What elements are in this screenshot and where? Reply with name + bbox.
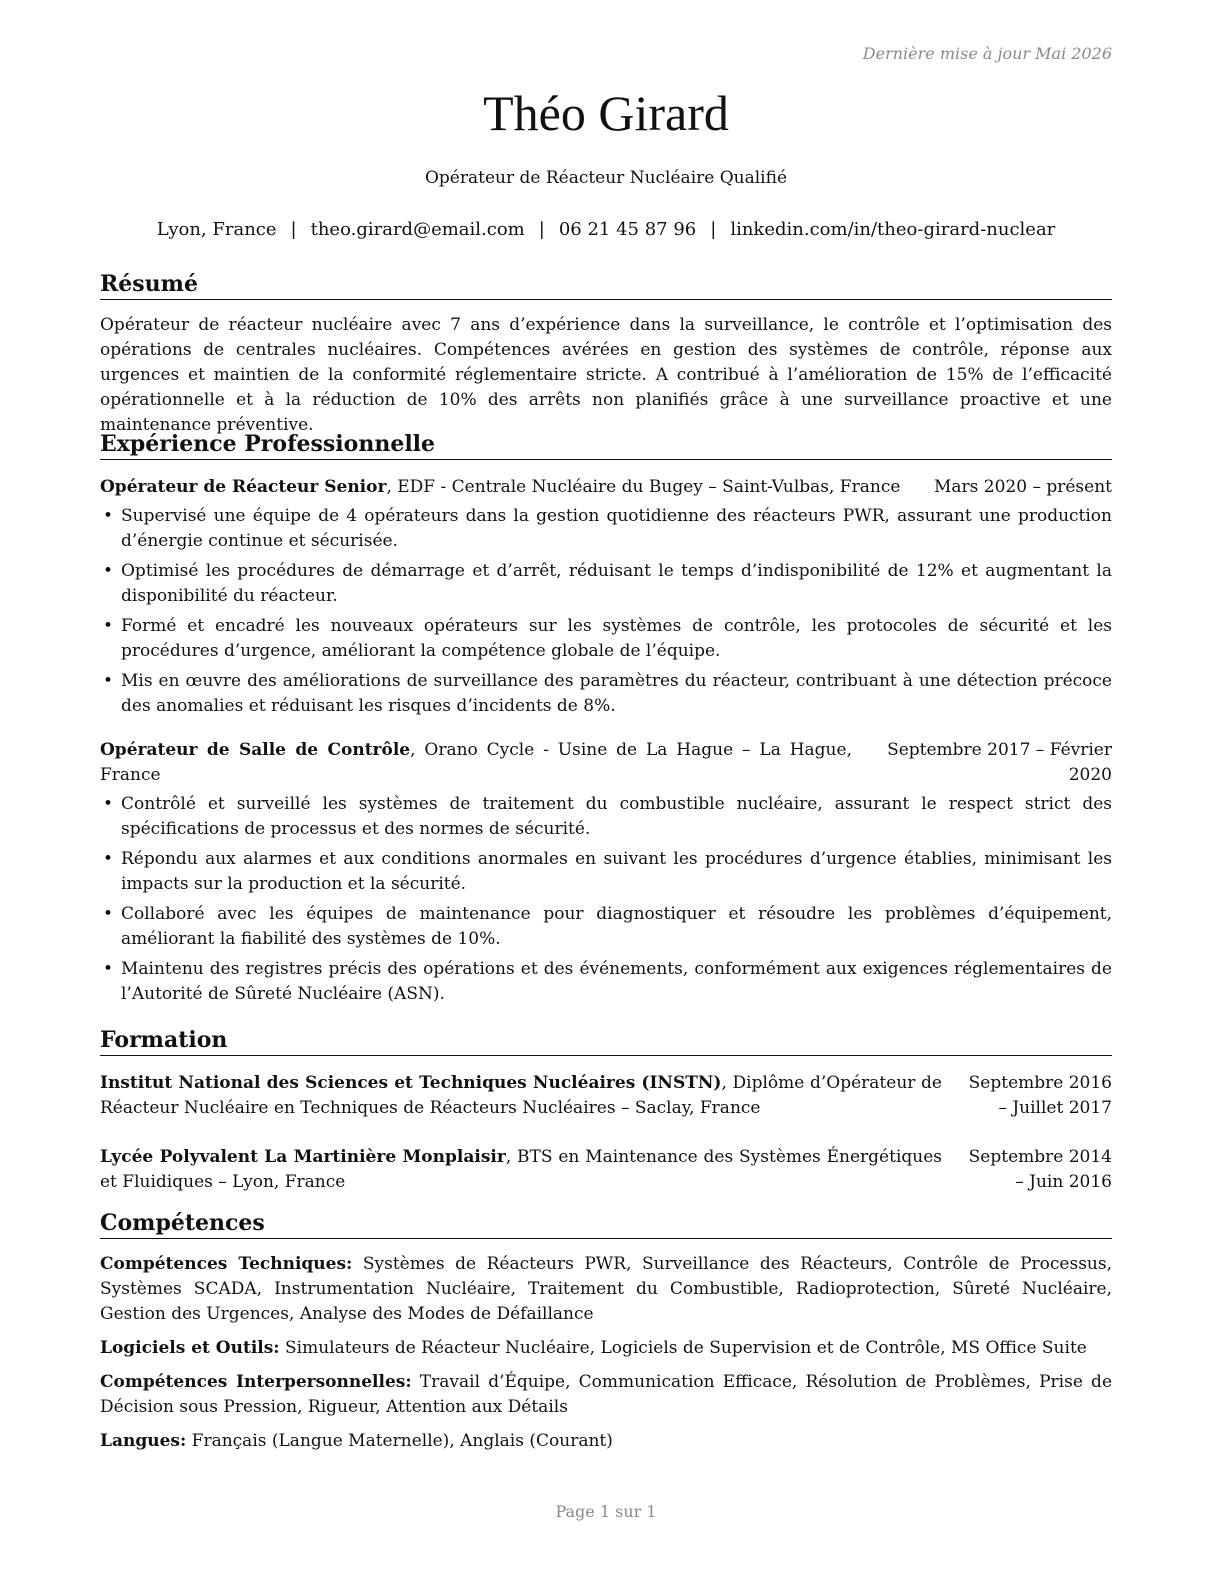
education-entry xyxy=(100,1145,1112,1195)
job-dates: Septembre 2017 – Février 2020 xyxy=(887,740,1112,785)
skill-row xyxy=(100,1336,1112,1361)
skill-value: Systèmes de Réacteurs PWR, Surveillance des Réacteurs, Contrôle de Processus, Systèmes SCADA, Instrumentation Nucléaire, Traitement du Combustible, Radioprotection, Sûreté Nucléaire, Gestion des Urgences, Analyse des Modes de Défaillance xyxy=(100,1254,1112,1324)
job-role: Opérateur de Réacteur Senior xyxy=(100,477,387,497)
list-item: • Répondu aux alarmes et aux conditions anormales en suivant les procédures d’urgence établies, minimisant les impacts sur la production et la sécurité. xyxy=(100,847,1112,897)
school-detail: , Diplôme d’Opérateur de Réacteur Nucléaire en Techniques de Réacteurs Nucléaires – Saclay, France xyxy=(100,1073,942,1118)
skill-row xyxy=(100,1429,1112,1454)
skill-row xyxy=(100,1252,1112,1327)
list-item: • Collaboré avec les équipes de maintenance pour diagnostiquer et résoudre les problèmes d’équipement, améliorant la fiabilité des systèmes de 10%. xyxy=(100,902,1112,952)
education-entry xyxy=(100,1071,1112,1121)
contact-separator: | xyxy=(290,219,297,240)
job-org: , EDF - Centrale Nucléaire du Bugey – Saint-Vulbas, France xyxy=(386,477,901,497)
school-detail: , BTS en Maintenance des Systèmes Énergétiques et Fluidiques – Lyon, France xyxy=(100,1147,942,1192)
section-heading-skills: Compétences xyxy=(100,1210,1112,1239)
education-dates: Septembre 2014 – Juin 2016 xyxy=(968,1147,1112,1192)
job-bullets xyxy=(100,504,1112,719)
job-header xyxy=(100,475,1112,500)
contact-email[interactable]: theo.girard@email.com xyxy=(310,219,525,240)
list-item: • Contrôlé et surveillé les systèmes de traitement du combustible nucléaire, assurant le respect strict des spécifications de processus et des normes de sécurité. xyxy=(100,792,1112,842)
contact-location: Lyon, France xyxy=(156,219,277,240)
skill-value: Simulateurs de Réacteur Nucléaire, Logiciels de Supervision et de Contrôle, MS Office Suite xyxy=(279,1338,1087,1358)
skill-label: Langues: xyxy=(100,1431,187,1451)
skill-row xyxy=(100,1370,1112,1420)
skill-value: Français (Langue Maternelle), Anglais (Courant) xyxy=(186,1431,613,1451)
job-bullets xyxy=(100,792,1112,1007)
skills-section xyxy=(100,1210,1112,1463)
last-updated: Dernière mise à jour Mai 2026 xyxy=(862,44,1112,63)
job-title: Opérateur de Réacteur Nucléaire Qualifié xyxy=(424,168,788,188)
candidate-name: Théo Girard xyxy=(483,85,729,141)
job-header xyxy=(100,738,1112,788)
contact-separator: | xyxy=(710,219,717,240)
section-heading-summary: Résumé xyxy=(100,271,1112,300)
section-heading-experience: Expérience Professionnelle xyxy=(100,431,1112,460)
list-item: • Optimisé les procédures de démarrage et d’arrêt, réduisant le temps d’indisponibilité de 12% et augmentant la disponibilité du réacteur. xyxy=(100,559,1112,609)
list-item: • Maintenu des registres précis des opérations et des événements, conformément aux exigences réglementaires de l’Autorité de Sûreté Nucléaire (ASN). xyxy=(100,957,1112,1007)
list-item: • Supervisé une équipe de 4 opérateurs dans la gestion quotidienne des réacteurs PWR, assurant une production d’énergie continue et sécurisée. xyxy=(100,504,1112,554)
contact-line xyxy=(100,219,1112,240)
skill-label: Compétences Interpersonnelles: xyxy=(100,1372,412,1392)
list-item: • Formé et encadré les nouveaux opérateurs sur les systèmes de contrôle, les protocoles de sécurité et les procédures d’urgence, améliorant la compétence globale de l’équipe. xyxy=(100,614,1112,664)
contact-separator: | xyxy=(538,219,545,240)
job-entry xyxy=(100,738,1112,1007)
school-name: Lycée Polyvalent La Martinière Monplaisir xyxy=(100,1147,506,1167)
contact-linkedin[interactable]: linkedin.com/in/theo-girard-nuclear xyxy=(730,219,1056,240)
skill-value: Travail d’Équipe, Communication Efficace, Résolution de Problèmes, Prise de Décision sous Pression, Rigueur, Attention aux Détails xyxy=(100,1372,1112,1417)
summary-text: Opérateur de réacteur nucléaire avec 7 ans d’expérience dans la surveillance, le contrôle et l’optimisation des opérations de centrales nucléaires. Compétences avérées en gestion des systèmes de contrôle, réponse aux urgences et maintien de la conformité réglementaire stricte. A contribué à l’amélioration de 15% de l’efficacité opérationnelle et à la réduction de 10% des arrêts non planifiés grâce à une surveillance proactive et une maintenance préventive. xyxy=(100,315,1112,435)
job-role: Opérateur de Salle de Contrôle xyxy=(100,740,411,760)
page-number: Page 1 sur 1 xyxy=(555,1502,657,1521)
school-name: Institut National des Sciences et Techniques Nucléaires (INSTN) xyxy=(100,1073,722,1093)
education-dates: Septembre 2016 – Juillet 2017 xyxy=(968,1073,1112,1118)
experience-section xyxy=(100,431,1112,1012)
job-entry xyxy=(100,475,1112,719)
summary-section xyxy=(100,271,1112,438)
skill-label: Compétences Techniques: xyxy=(100,1254,353,1274)
section-heading-education: Formation xyxy=(100,1027,1112,1056)
education-section xyxy=(100,1027,1112,1195)
contact-phone[interactable]: 06 21 45 87 96 xyxy=(558,219,697,240)
skill-label: Logiciels et Outils: xyxy=(100,1338,280,1358)
job-org: , Orano Cycle - Usine de La Hague – La Hague, France xyxy=(100,740,852,785)
job-dates: Mars 2020 – présent xyxy=(933,477,1112,497)
list-item: • Mis en œuvre des améliorations de surveillance des paramètres du réacteur, contribuant à une détection précoce des anomalies et réduisant les risques d’incidents de 8%. xyxy=(100,669,1112,719)
